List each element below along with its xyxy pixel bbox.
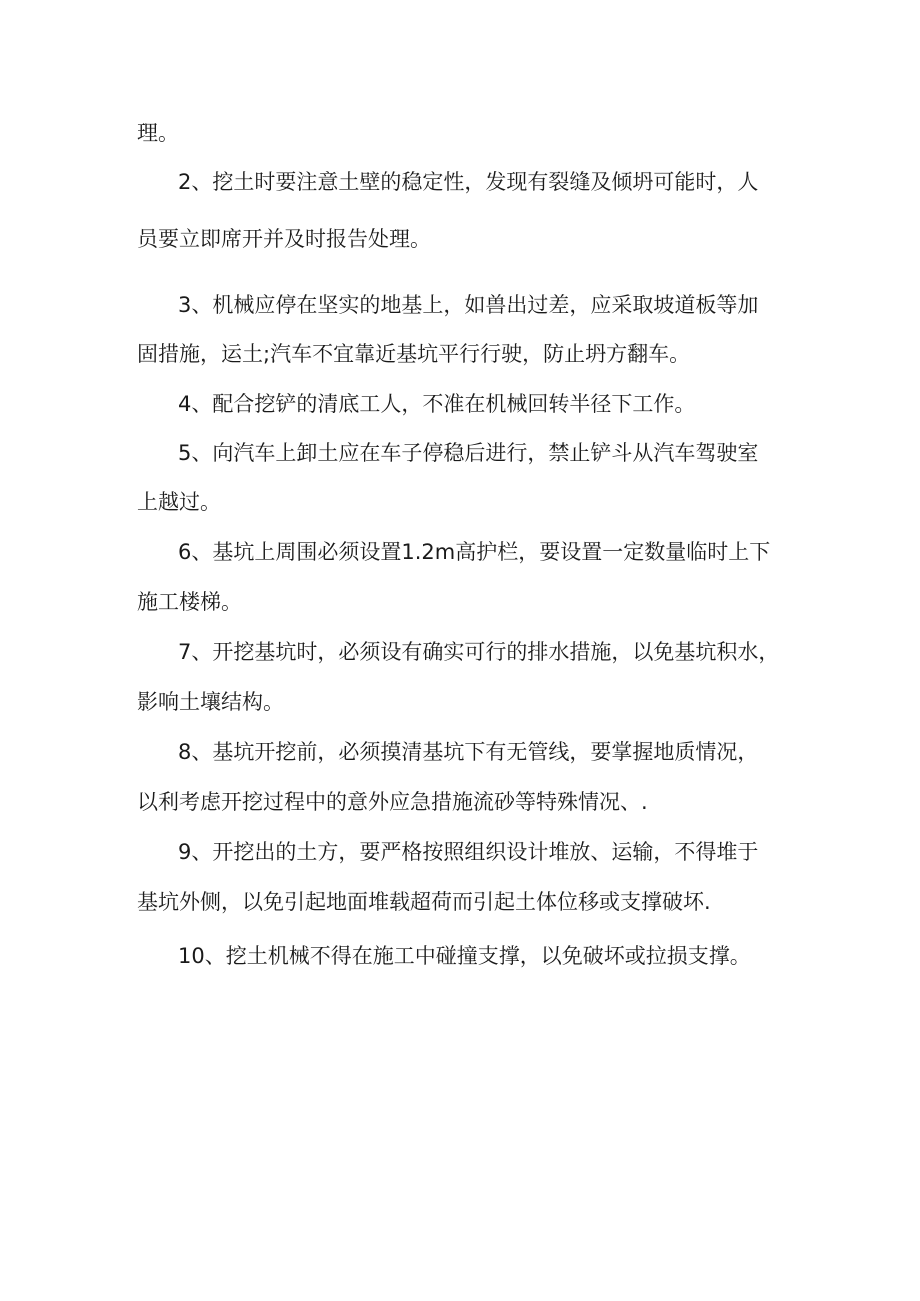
paragraph-line: 9、开挖出的土方，要严格按照组织设计堆放、运输，不得堆于 <box>178 840 759 864</box>
paragraph-line: 固措施，运土;汽车不宜靠近基坑平行行驶，防止坍方翻车。 <box>137 342 691 366</box>
paragraph-line: 以利考虑开挖过程中的意外应急措施流砂等特殊情况、. <box>137 790 648 814</box>
paragraph-line: 6、基坑上周围必须设置1.2m高护栏，要设置一定数量临时上下 <box>178 540 771 564</box>
paragraph-line: 员要立即席开并及时报告处理。 <box>137 227 431 251</box>
paragraph-line: 7、开挖基坑时，必须设有确实可行的排水措施，以免基坑积水， <box>178 640 780 664</box>
paragraph-line: 影响土壤结构。 <box>137 690 284 714</box>
paragraph-line: 4、配合挖铲的清底工人，不准在机械回转半径下工作。 <box>178 392 696 416</box>
paragraph-line: 施工楼梯。 <box>137 590 242 614</box>
paragraph-line: 上越过。 <box>137 490 221 514</box>
paragraph-line: 3、机械应停在坚实的地基上，如兽出过差，应采取坡道板等加 <box>178 293 759 317</box>
paragraph-line: 10、挖土机械不得在施工中碰撞支撑，以免破坏或拉损支撑。 <box>178 944 751 968</box>
paragraph-line: 5、向汽车上卸土应在车子停稳后进行，禁止铲斗从汽车驾驶室 <box>178 441 759 465</box>
paragraph-line: 8、基坑开挖前，必须摸清基坑下有无管线，要掌握地质情况， <box>178 740 759 764</box>
paragraph-line: 基坑外侧，以免引起地面堆载超荷而引起土体位移或支撑破坏. <box>137 890 711 914</box>
paragraph-line: 理。 <box>137 121 179 145</box>
paragraph-line: 2、挖土时要注意土壁的稳定性，发现有裂缝及倾坍可能时，人 <box>178 170 759 194</box>
